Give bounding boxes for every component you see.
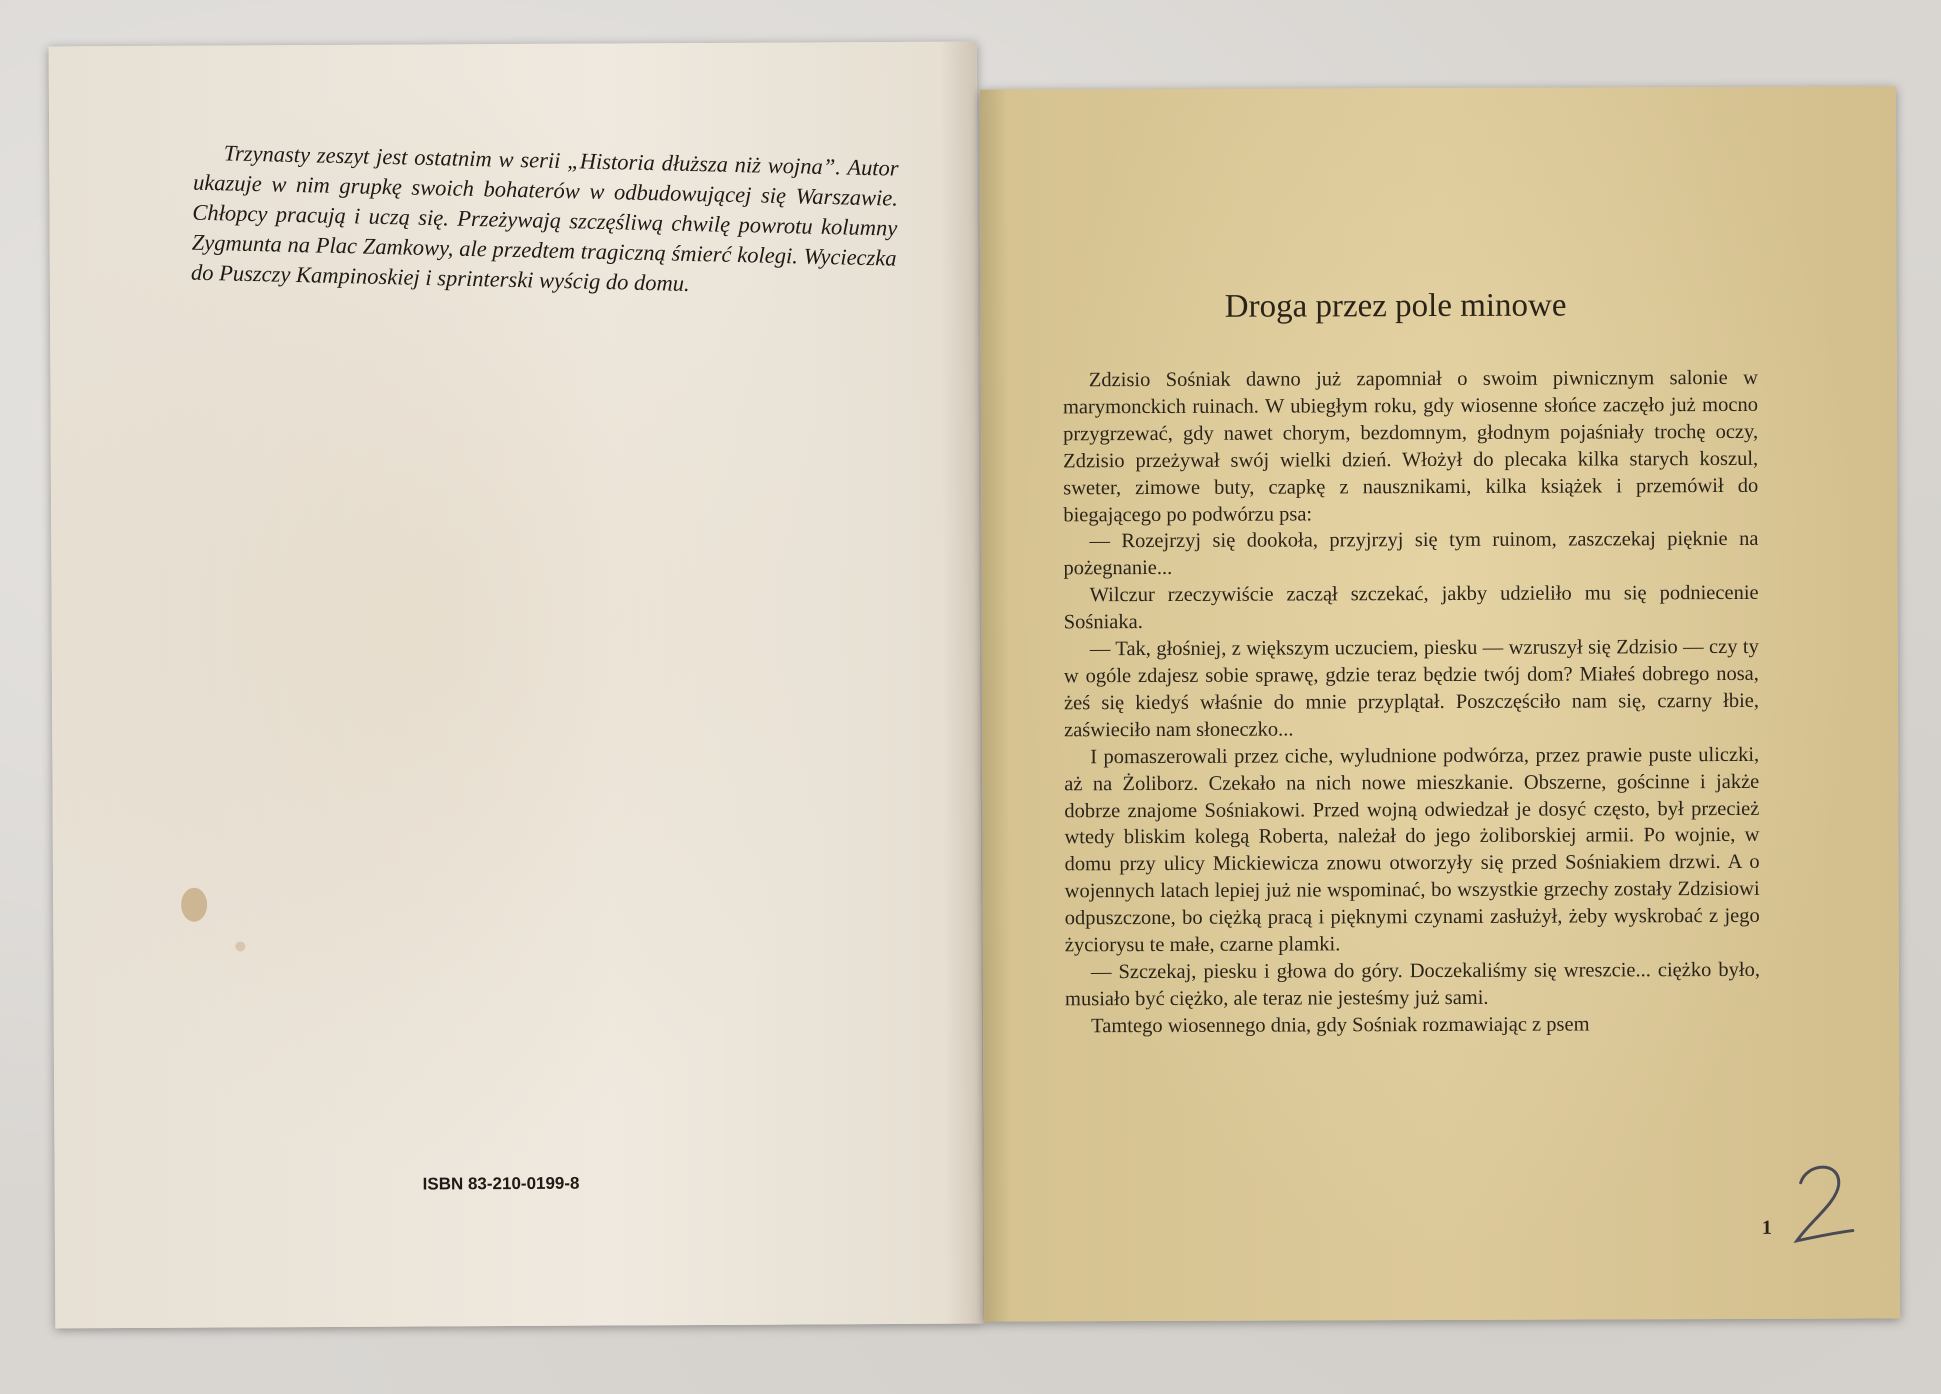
paragraph: Wilczur rzeczywiście zaczął szczekać, jakby udzieliło mu się podniecenie Sośniaka. (1063, 582, 1759, 634)
paragraph: Tamtego wiosennego dnia, gdy Sośniak rozmawiając z psem (1091, 1013, 1590, 1037)
paragraph: — Szczekaj, piesku i głowa do góry. Doczekaliśmy się wreszcie... ciężko było, musiało być ciężko, ale teraz nie jesteśmy już sami. (1064, 958, 1760, 1011)
paper-stain (181, 888, 207, 922)
chapter-title: Droga przez pole minowe (1224, 287, 1567, 325)
right-page (980, 86, 1900, 1321)
paragraph: I pomaszerowali przez ciche, wyludnione podwórza, przez prawie puste uliczki, aż na Żoliborz. Czekało na nich nowe mieszkanie. Obszerne, gościnne i jakże dobrze znajome Sośniakowi. Przed wojną odwiedzał je dosyć często, był przecież wtedy bliskim kolegą Roberta, należał do jego żoliborskiej armii. Po wojnie, w domu przy ulicy Mickiewicza znowu otworzyły się przed Sośniakiem drzwi. A o wojennych latach lepiej już nie wspominać, bo wszystkie grzechy zostały Zdzisiowi odpuszczone, bo ciężką pracą i pięknymi czynami zasłużył, żeby wyskrobać z jego życiorysu te małe, czarne plamki. (1064, 743, 1760, 957)
paragraph: Zdzisio Sośniak dawno już zapomniał o swoim piwnicznym salonie w marymonckich ruinach. W ubiegłym roku, gdy wiosenne słońce zaczęło już mocno przygrzewać, gdy nawet chorym, bezdomnym, głodnym pojaśniały trochę oczy, Zdzisio przeżywał swój wielki dzień. Włożył do plecaka kilka starych koszul, sweter, zimowe buty, czapkę z nausznikami, kilka książek i przemówił do biegającego po podwórzu psa: (1062, 366, 1759, 526)
series-blurb: Trzynasty zeszyt jest ostatnim w serii „Historia dłuższa niż wojna”. Autor ukazuje w nim grupkę swoich bohaterów w odbudowującej się Warszawie. Chłopcy pracują i uczą się. Przeżywają szczęśliwą chwilę powrotu kolumny Zygmunta na Plac Zamkowy, ale przedtem tragiczną śmierć kolegi. Wycieczka do Puszczy Kampinoskiej i sprinterski wyścig do domu. (190, 140, 899, 296)
paragraph: — Rozejrzyj się dookoła, przyjrzyj się tym ruinom, zaszczekaj pięknie na pożegnanie... (1063, 528, 1759, 580)
isbn-number: ISBN 83-210-0199-8 (422, 1173, 580, 1194)
page-number: 1 (1761, 1216, 1772, 1239)
paper-stain-small (235, 941, 245, 951)
chapter-body (1063, 365, 1760, 1040)
left-page (49, 42, 984, 1329)
handwritten-page-mark (1789, 1159, 1859, 1249)
paragraph: — Tak, głośniej, z większym uczuciem, piesku — wzruszył się Zdzisio — czy ty w ogóle zdajesz sobie sprawę, gdzie teraz będzie twój dom? Miałeś dobrego nosa, żeś się kiedyś właśnie do mnie przyplątał. Poszczęściło nam się, czarny łbie, zaświeciło nam słoneczko... (1063, 635, 1760, 742)
